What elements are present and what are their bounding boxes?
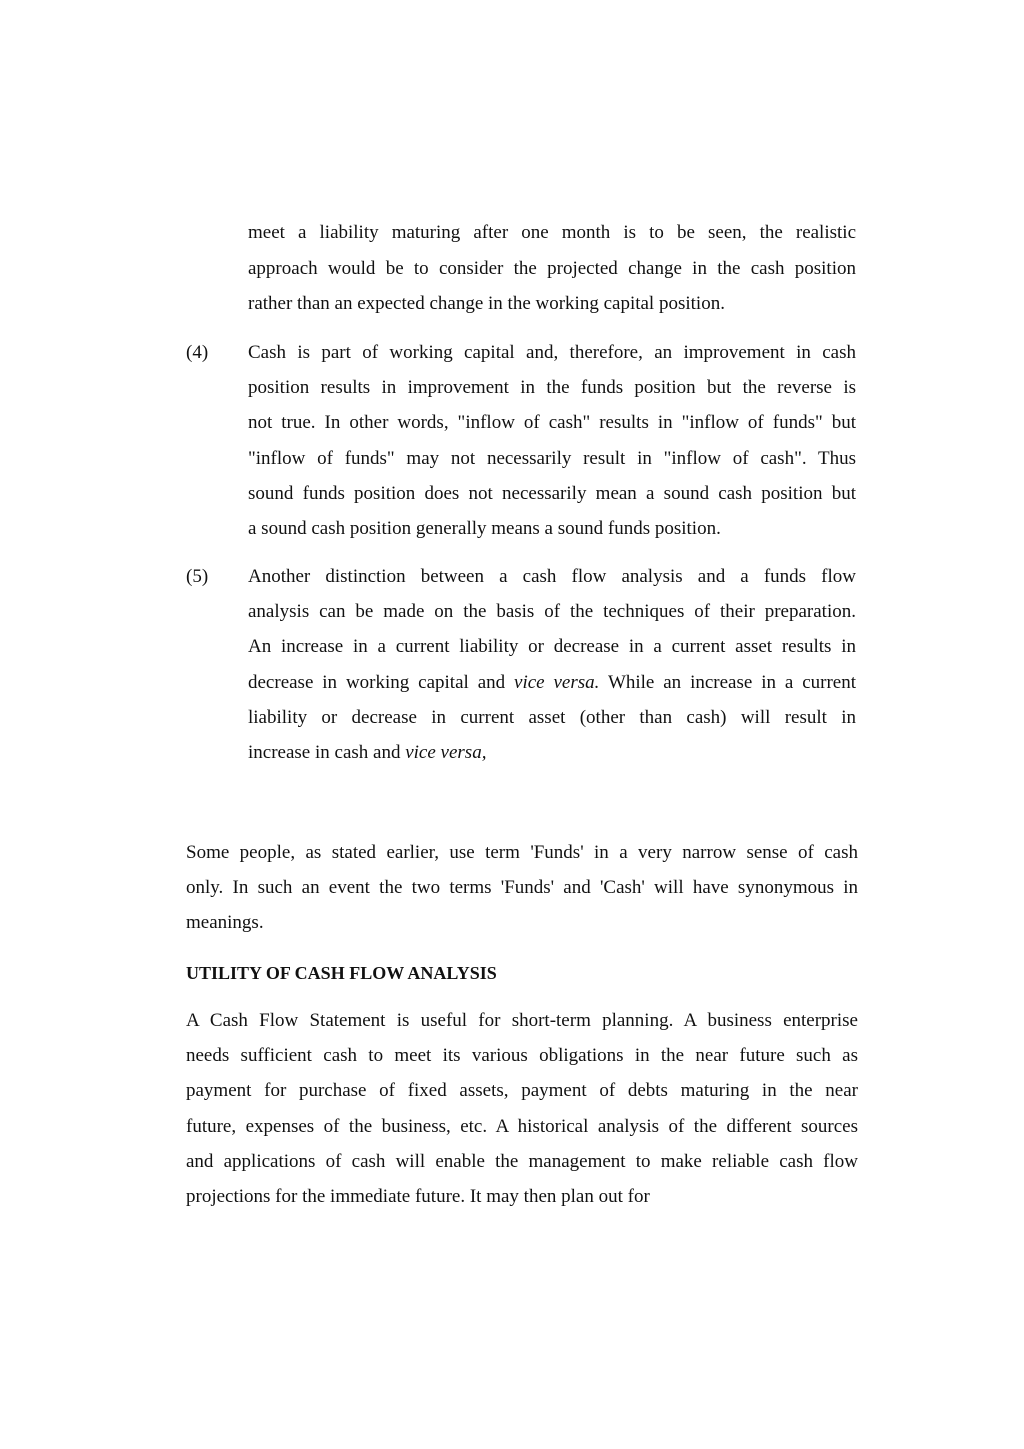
list-item-number: (4) bbox=[186, 342, 209, 363]
list-item-number: (5) bbox=[186, 566, 209, 587]
text-line: position results in improvement in the funds position but the reverse is bbox=[248, 377, 856, 398]
text-line: a sound cash position generally means a sound funds position. bbox=[248, 518, 721, 539]
text-line: not true. In other words, "inflow of cash" results in "inflow of funds" but bbox=[248, 412, 856, 433]
list-item-4 bbox=[186, 340, 858, 550]
text-span: increase in cash and bbox=[248, 742, 406, 763]
italic-text: vice versa. bbox=[514, 672, 600, 693]
text-line: liability or decrease in current asset (other than cash) will result in bbox=[248, 707, 856, 728]
text-line: An increase in a current liability or decrease in a current asset results in bbox=[248, 636, 856, 657]
section-heading bbox=[186, 960, 858, 988]
text-line: needs sufficient cash to meet its various obligations in the near future such as bbox=[186, 1045, 858, 1066]
text-line: A Cash Flow Statement is useful for short-term planning. A business enterprise bbox=[186, 1010, 858, 1031]
text-line: sound funds position does not necessarily mean a sound cash position but bbox=[248, 483, 856, 504]
intro-paragraph bbox=[186, 220, 858, 320]
text-line bbox=[248, 670, 856, 696]
text-span: decrease in working capital and bbox=[248, 672, 515, 693]
italic-text: vice versa, bbox=[405, 742, 487, 763]
text-line: meanings. bbox=[186, 912, 264, 933]
text-line: projections for the immediate future. It may then plan out for bbox=[186, 1186, 650, 1207]
utility-paragraph bbox=[186, 1008, 858, 1218]
text-span: While an increase in a current bbox=[599, 672, 856, 693]
text-line: payment for purchase of fixed assets, payment of debts maturing in the near bbox=[186, 1080, 858, 1101]
text-line: rather than an expected change in the working capital position. bbox=[248, 293, 725, 314]
funds-paragraph bbox=[186, 840, 858, 940]
text-line: Another distinction between a cash flow analysis and a funds flow bbox=[248, 566, 856, 587]
text-line: "inflow of funds" may not necessarily result in "inflow of cash". Thus bbox=[248, 448, 856, 469]
text-line: Cash is part of working capital and, therefore, an improvement in cash bbox=[248, 342, 856, 363]
text-line: meet a liability maturing after one month is to be seen, the realistic bbox=[248, 222, 856, 243]
text-line: only. In such an event the two terms 'Funds' and 'Cash' will have synonymous in bbox=[186, 877, 858, 898]
text-line bbox=[248, 740, 856, 766]
text-line: approach would be to consider the projected change in the cash position bbox=[248, 258, 856, 279]
text-line: future, expenses of the business, etc. A historical analysis of the different sources bbox=[186, 1116, 858, 1137]
text-line: Some people, as stated earlier, use term 'Funds' in a very narrow sense of cash bbox=[186, 842, 858, 863]
text-line: analysis can be made on the basis of the techniques of their preparation. bbox=[248, 601, 856, 622]
list-item-5 bbox=[186, 564, 858, 774]
text-line: and applications of cash will enable the management to make reliable cash flow bbox=[186, 1151, 858, 1172]
heading-text: UTILITY OF CASH FLOW ANALYSIS bbox=[186, 963, 497, 983]
